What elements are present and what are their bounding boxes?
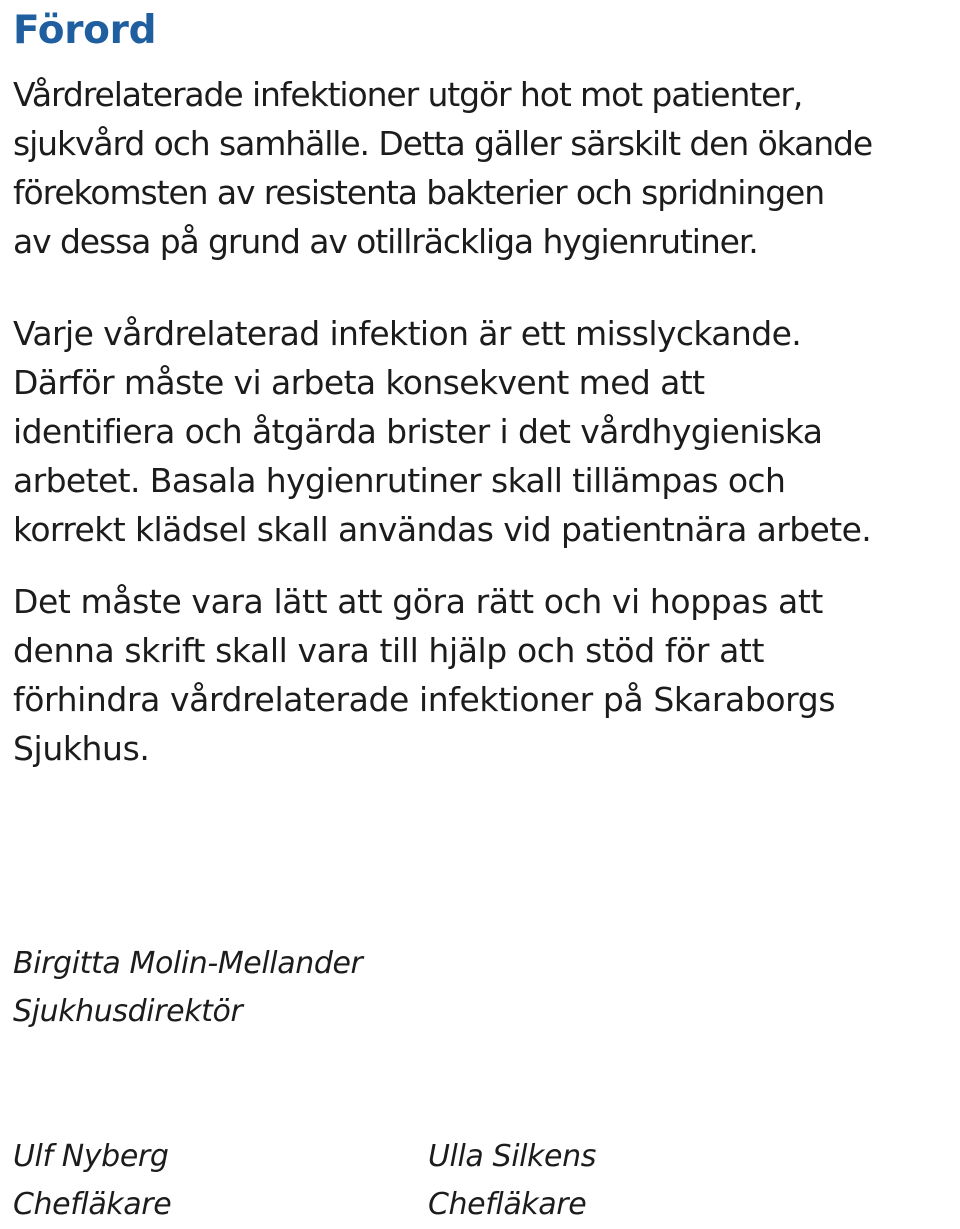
signature-block-silkens	[428, 1133, 596, 1229]
signature-role: Sjukhusdirektör	[13, 994, 243, 1029]
signature-role: Chefläkare	[13, 1187, 172, 1222]
paragraph-line: Varje vårdrelaterad infektion är ett misslyckande.	[13, 314, 802, 353]
signature-role: Chefläkare	[428, 1187, 587, 1222]
paragraph-line: Därför måste vi arbeta konsekvent med att	[13, 363, 705, 402]
paragraph-line: Sjukhus.	[13, 729, 150, 768]
paragraph-line: denna skrift skall vara till hjälp och stöd för att	[13, 631, 765, 670]
paragraph-line: förhindra vårdrelaterade infektioner på Skaraborgs	[13, 680, 836, 719]
paragraph-line: förekomsten av resistenta bakterier och spridningen	[13, 173, 825, 212]
paragraph-intro	[13, 70, 872, 266]
page-title: Förord	[13, 8, 157, 53]
paragraph-closing	[13, 577, 835, 773]
signature-name: Ulla Silkens	[428, 1139, 596, 1174]
paragraph-line: Vårdrelaterade infektioner utgör hot mot patienter,	[13, 75, 803, 114]
paragraph-line: av dessa på grund av otillräckliga hygienrutiner.	[13, 222, 758, 261]
paragraph-line: identifiera och åtgärda brister i det vårdhygieniska	[13, 412, 823, 451]
paragraph-line: Det måste vara lätt att göra rätt och vi hoppas att	[13, 582, 823, 621]
paragraph-line: korrekt klädsel skall användas vid patientnära arbete.	[13, 510, 872, 549]
paragraph-failure	[13, 309, 871, 554]
signature-name: Ulf Nyberg	[13, 1139, 169, 1174]
signature-block-nyberg	[13, 1133, 171, 1229]
signature-block-director	[13, 940, 362, 1036]
signature-name: Birgitta Molin-Mellander	[13, 946, 363, 981]
paragraph-line: arbetet. Basala hygienrutiner skall tillämpas och	[13, 461, 786, 500]
paragraph-line: sjukvård och samhälle. Detta gäller särskilt den ökande	[13, 124, 873, 163]
